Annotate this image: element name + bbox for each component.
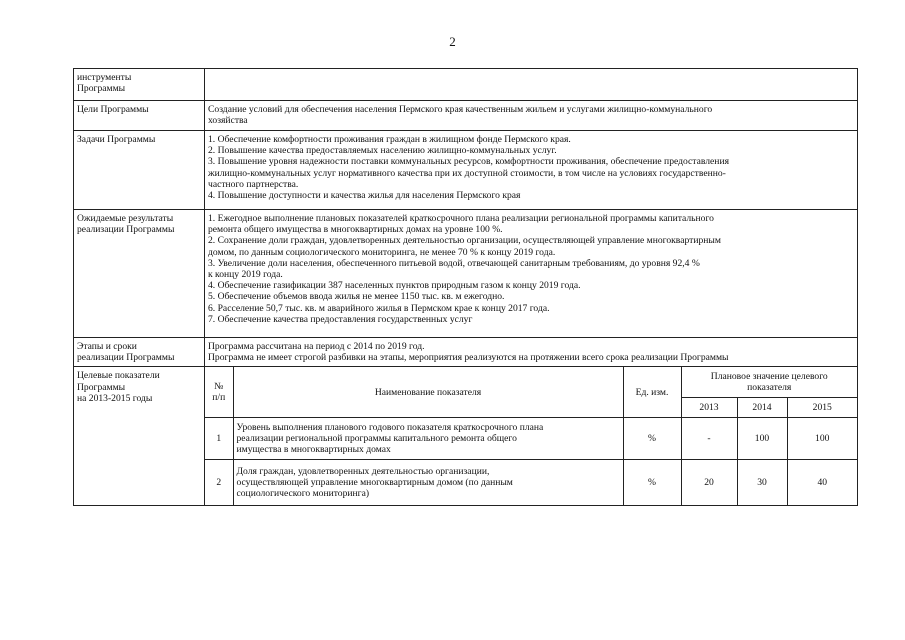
indicator-value: 100 [787,417,857,459]
text-line: хозяйства [208,115,248,127]
row-number: 2 [205,459,233,505]
indicators-header-row [205,367,857,397]
indicator-value: - [681,417,737,459]
header-line: п/п [212,392,226,404]
text-line: 2. Повышение качества предоставляемых населению жилищно-коммунальных услуг. [208,145,557,157]
text-line: 1. Ежегодное выполнение плановых показателей краткосрочного плана реализации региональной программы капитального [208,213,714,224]
row-stages [74,338,858,367]
value-tasks [205,131,858,210]
indicator-value: 100 [737,417,787,459]
value-goals [205,101,858,131]
col-header-plan [681,367,857,397]
header-line: Плановое значение целевого [710,370,828,382]
name-line: Доля граждан, удовлетворенных деятельностью организации, [236,465,490,477]
label-results [74,210,205,338]
text-line: ремонта общего имущества в многоквартирных домах на уровне 100 %. [208,224,503,236]
label-line: Ожидаемые результаты [77,213,174,224]
text-line: 5. Обеспечение объемов ввода жилья не менее 1150 тыс. кв. м ежегодно. [208,291,505,303]
indicator-name [233,459,623,505]
text-line: Программа рассчитана на период с 2014 по 2019 год. [208,341,425,352]
row-tools [74,69,858,101]
year-header: 2013 [681,397,737,417]
text-line: 6. Расселение 50,7 тыс. кв. м аварийного жилья в Пермском крае к концу 2017 года. [208,302,550,314]
row-goals [74,101,858,131]
text-line: жилищно-коммунальных услуг нормативного качества при их доступной стоимости, в том числе на условиях государственно- [208,167,726,179]
program-passport-table [73,68,858,506]
table-row [205,417,857,459]
label-line: реализации Программы [77,352,175,364]
value-tools [205,69,858,101]
text-line: 1. Обеспечение комфортности проживания граждан в жилищном фонде Пермского края. [208,134,571,145]
label-line: Целевые показатели [77,370,160,382]
text-line: Программа не имеет строгой разбивки на этапы, мероприятия реализуются на протяжении всего срока реализации Программы [208,352,729,364]
label-goals [74,101,205,131]
label-indicators [74,367,205,506]
row-indicators [74,367,858,506]
text-line: 4. Повышение доступности и качества жилья для населения Пермского края [208,190,521,202]
text-line: домом, по данным социологического мониторинга, не менее 70 % к концу 2019 года. [208,246,556,258]
label-line: Программы [77,381,126,393]
value-results [205,210,858,338]
label-line: Цели Программы [77,104,149,115]
indicator-unit: % [623,459,681,505]
name-line: имущества в многоквартирных домах [236,444,391,455]
label-line: Программы [77,83,126,95]
label-line: инструменты [77,72,132,83]
label-line: реализации Программы [77,224,175,236]
text-line: 3. Повышение уровня надежности поставки коммунальных ресурсов, комфортности проживания, обеспечение предоставления [208,156,729,168]
indicators-table [205,367,857,505]
name-line: Уровень выполнения планового годового показателя краткосрочного плана [236,421,544,433]
row-results [74,210,858,338]
col-header-unit: Ед. изм. [623,367,681,417]
year-header: 2014 [737,397,787,417]
indicator-value: 30 [737,459,787,505]
text-line: 7. Обеспечение качества предоставления государственных услуг [208,313,473,325]
indicator-name [233,417,623,459]
col-header-name: Наименование показателя [233,367,623,417]
indicator-unit: % [623,417,681,459]
text-line: Создание условий для обеспечения населения Пермского края качественным жильем и услугами жилищно-коммунального [208,104,713,115]
year-header: 2015 [787,397,857,417]
label-line: на 2013-2015 годы [77,392,153,404]
text-line: к концу 2019 года. [208,269,283,281]
value-stages [205,338,858,367]
label-tasks [74,131,205,210]
label-line: Этапы и сроки [77,341,137,352]
label-stages [74,338,205,367]
indicator-value: 20 [681,459,737,505]
header-line: № [214,380,224,392]
table-row [205,459,857,505]
text-line: 2. Сохранение доли граждан, удовлетворенных деятельностью организации, осуществляющей управление многоквартирным [208,235,721,247]
header-line: показателя [747,382,792,394]
text-line: частного партнерства. [208,178,299,190]
value-indicators [205,367,858,506]
row-tasks [74,131,858,210]
row-number: 1 [205,417,233,459]
indicator-value: 40 [787,459,857,505]
text-line: 3. Увеличение доли населения, обеспеченного питьевой водой, отвечающей санитарным требованиям, до уровня 92,4 % [208,257,700,269]
label-line: Задачи Программы [77,134,156,145]
text-line: 4. Обеспечение газификации 387 населенных пунктов природным газом к концу 2019 года. [208,280,581,292]
name-line: реализации региональной программы капитального ремонта общего [236,432,517,444]
page-number: 2 [449,34,456,49]
name-line: осуществляющей управление многоквартирным домом (по данным [236,477,513,489]
label-tools [74,69,205,101]
col-header-number [205,367,233,417]
name-line: социологического мониторинга) [236,488,370,500]
